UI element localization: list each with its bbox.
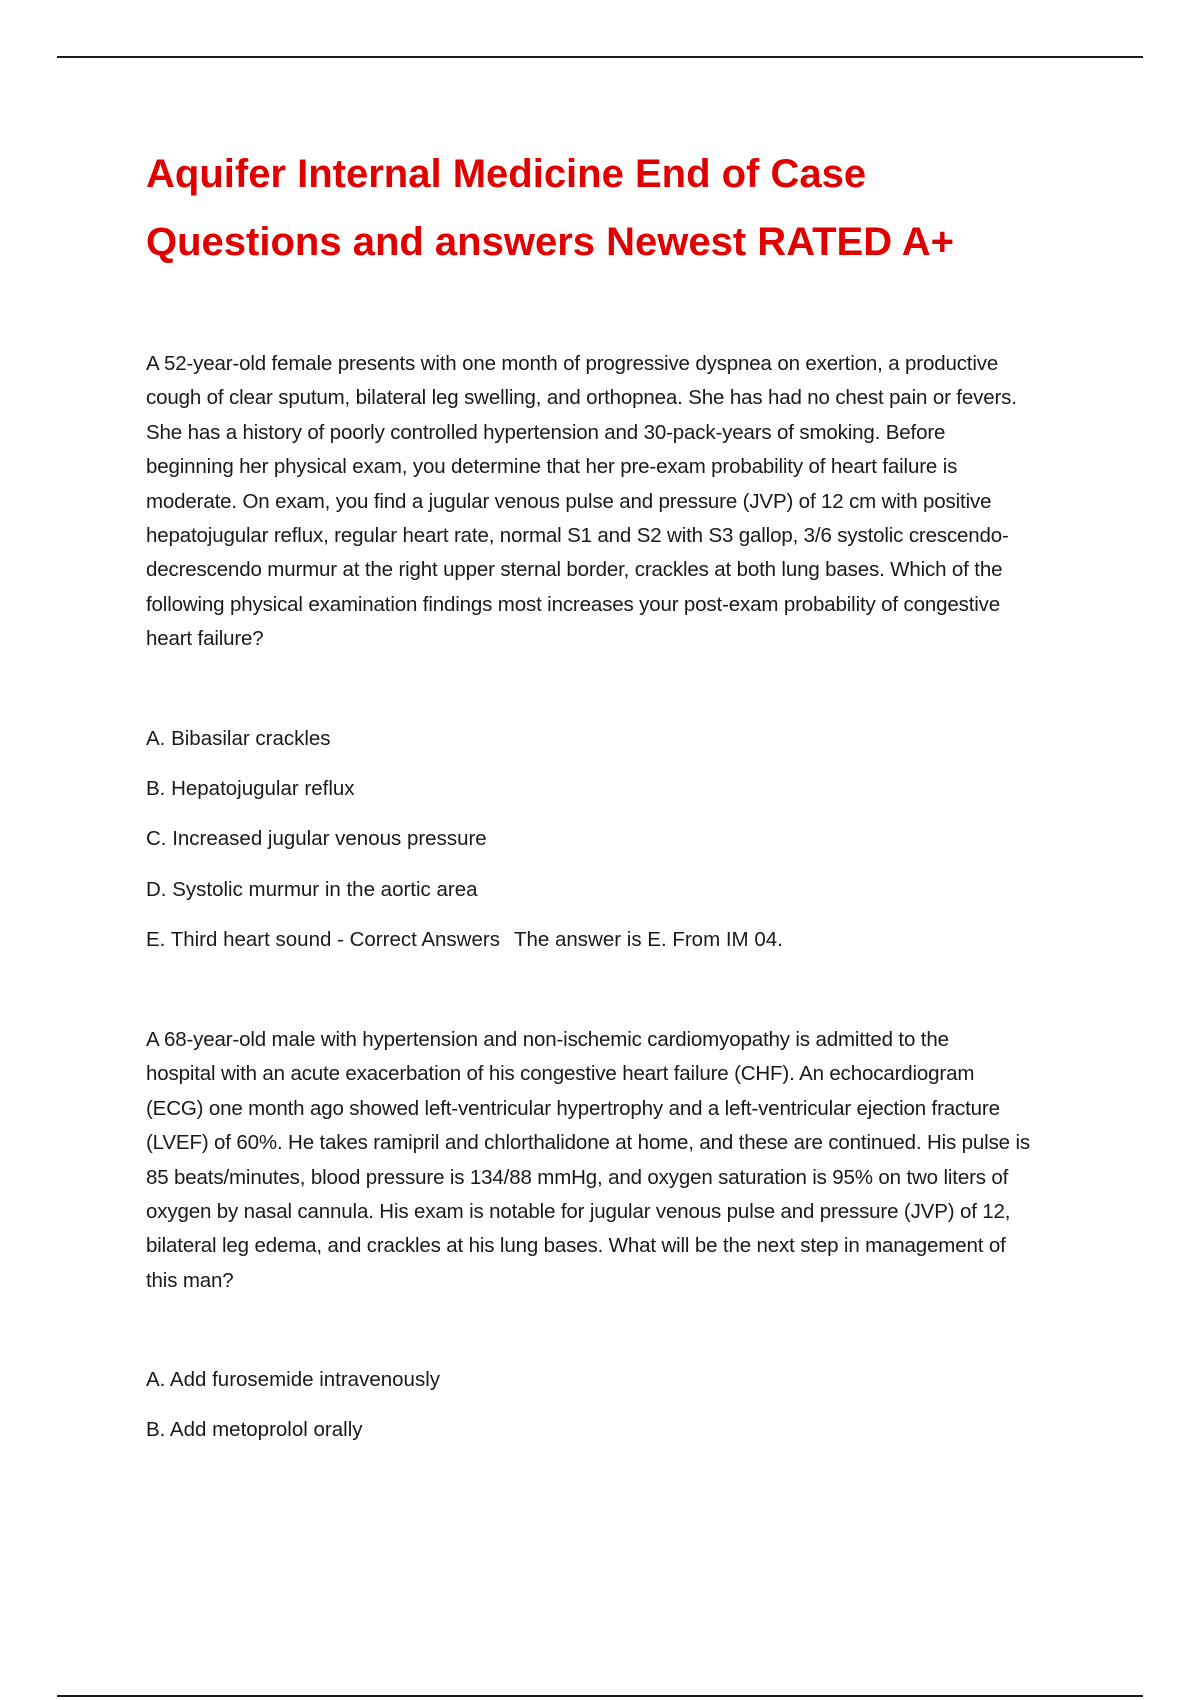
option-b: B. Hepatojugular reflux [146,777,355,801]
question-line: oxygen by nasal cannula. His exam is notable for jugular venous pulse and pressure (JVP) of 12, [146,1200,1011,1224]
question-line: heart failure? [146,627,264,651]
option-e [146,915,1096,965]
question-line: She has a history of poorly controlled hypertension and 30-pack-years of smoking. Before [146,420,946,444]
document-title [146,140,1106,276]
question-line: bilateral leg edema, and crackles at his lung bases. What will be the next step in management of [146,1234,1006,1258]
header-rule [57,56,1143,58]
footer-rule [57,1695,1143,1697]
question-line: A 68-year-old male with hypertension and non-ischemic cardiomyopathy is admitted to the [146,1028,949,1051]
question-line: hospital with an acute exacerbation of his congestive heart failure (CHF). An echocardiogram [146,1062,975,1086]
question-line: hepatojugular reflux, regular heart rate, normal S1 and S2 with S3 gallop, 3/6 systolic crescendo- [146,524,1009,548]
question-line: 85 beats/minutes, blood pressure is 134/88 mmHg, and oxygen saturation is 95% on two liters of [146,1165,1009,1189]
question-2-text [146,1023,1096,1298]
question-line: (LVEF) of 60%. He takes ramipril and chlorthalidone at home, and these are continued. His pulse is [146,1131,1030,1155]
option-a: A. Bibasilar crackles [146,727,331,750]
question-line: (ECG) one month ago showed left-ventricular hypertrophy and a left-ventricular ejection fracture [146,1096,1000,1120]
question-2-options [146,1355,1096,1455]
question-1-text [146,347,1096,657]
question-1-options [146,714,1096,965]
answer-explanation: The answer is E. From IM 04. [513,927,783,951]
document-title-line-2: Questions and answers Newest RATED A+ [146,220,954,264]
option-e-label: E. Third heart sound - Correct Answers [146,927,500,951]
question-line: this man? [146,1268,234,1292]
question-line: moderate. On exam, you find a jugular venous pulse and pressure (JVP) of 12 cm with positive [146,489,992,513]
question-line: A 52-year-old female presents with one month of progressive dyspnea on exertion, a productive [146,352,999,375]
question-line: cough of clear sputum, bilateral leg swelling, and orthopnea. She has had no chest pain or fevers. [146,386,1017,410]
question-line: following physical examination findings most increases your post-exam probability of congestive [146,592,1001,616]
question-line: beginning her physical exam, you determine that her pre-exam probability of heart failure is [146,455,958,479]
question-line: decrescendo murmur at the right upper sternal border, crackles at both lung bases. Which of the [146,558,1003,582]
option-d: D. Systolic murmur in the aortic area [146,877,478,901]
option-c: C. Increased jugular venous pressure [146,827,487,851]
option-b: B. Add metoprolol orally [146,1418,363,1442]
option-a: A. Add furosemide intravenously [146,1368,440,1391]
document-title-line-1: Aquifer Internal Medicine End of Case [146,152,867,196]
